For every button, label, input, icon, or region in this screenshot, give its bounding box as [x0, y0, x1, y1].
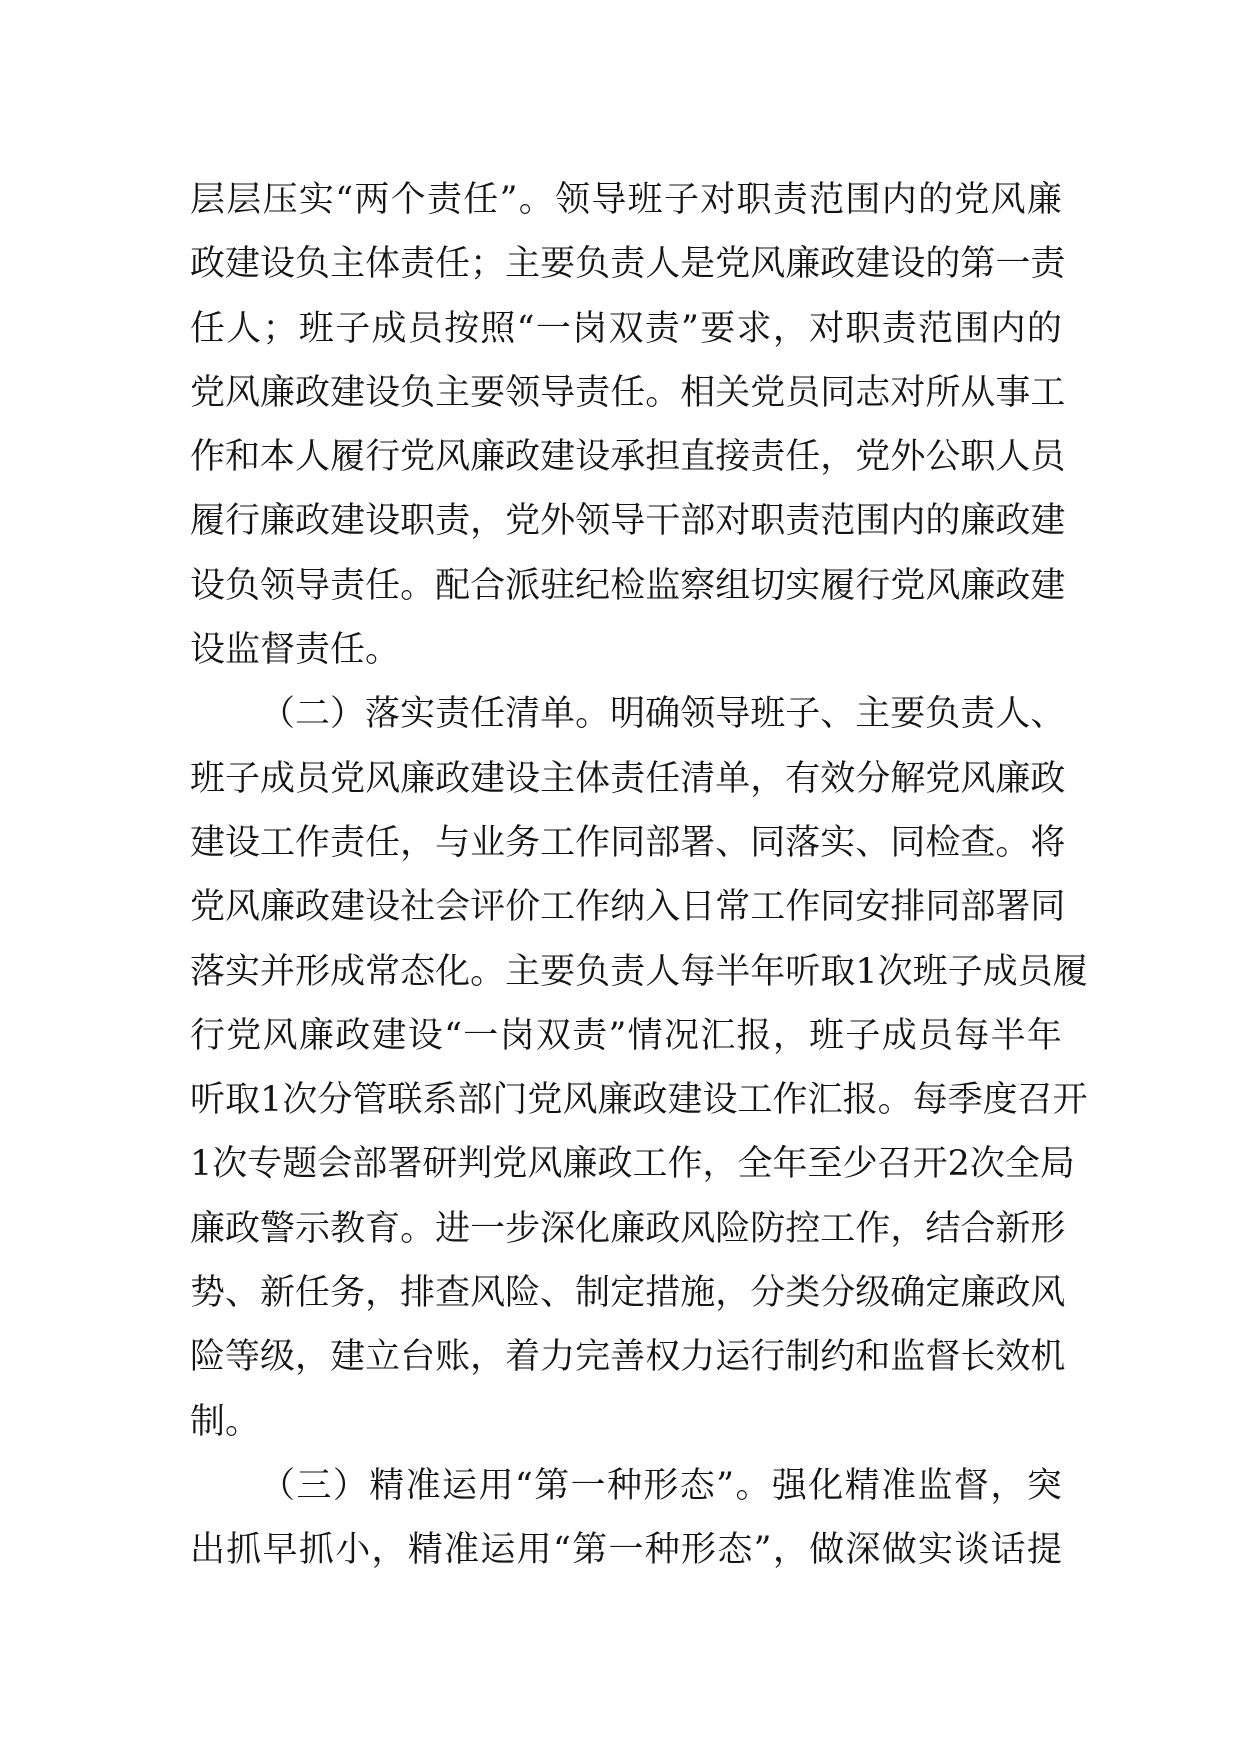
document-line: 设监督责任。	[190, 630, 401, 671]
document-line: 出 抓 早 抓 小 ， 精 准 运 用 “ 第 一 种 形 态 ” ， 做 深 做 实 谈 话 提	[190, 1530, 1062, 1571]
document-line: 作 和 本 人 履 行 党 风 廉 政 建 设 承 担 直 接 责 任 ， 党 外 公 职 人 员	[190, 437, 1066, 478]
document-line: 任 人 ； 班 子 成 员 按 照 “ 一 岗 双 责 ” 要 求 ， 对 职 责 范 围 内 的	[190, 308, 1062, 349]
document-line: 险 等 级 ， 建 立 台 账 ， 着 力 完 善 权 力 运 行 制 约 和 监 督 长 效 机	[190, 1337, 1066, 1378]
document-line: 建 设 工 作 责 任 ， 与 业 务 工 作 同 部 署 、 同 落 实 、 同 检 查 。 将	[190, 822, 1066, 863]
document-line: 1 次 专 题 会 部 署 研 判 党 风 廉 政 工 作 ， 全 年 至 少 召 开 2 次 全 局	[190, 1144, 1075, 1185]
document-line: 党 风 廉 政 建 设 社 会 评 价 工 作 纳 入 日 常 工 作 同 安 排 同 部 署 同	[190, 887, 1066, 928]
document-line: 行 党 风 廉 政 建 设 “ 一 岗 双 责 ” 情 况 汇 报 ， 班 子 成 员 每 半 年	[190, 1015, 1062, 1056]
document-body	[190, 168, 1088, 1583]
document-line: 听 取 1 次 分 管 联 系 部 门 党 风 廉 政 建 设 工 作 汇 报 。 每 季 度 召 开	[190, 1080, 1088, 1121]
document-line: 廉 政 警 示 教 育 。 进 一 步 深 化 廉 政 风 险 防 控 工 作 ， 结 合 新 形	[190, 1208, 1066, 1249]
document-line: （ 二 ） 落 实 责 任 清 单 。 明 确 领 导 班 子 、 主 要 负 责 人 、	[260, 694, 1066, 735]
document-line: 制。	[190, 1401, 261, 1442]
document-line: 势 、 新 任 务 ， 排 查 风 险 、 制 定 措 施 ， 分 类 分 级 确 定 廉 政 风	[190, 1273, 1066, 1314]
document-line: 履 行 廉 政 建 设 职 责 ， 党 外 领 导 干 部 对 职 责 范 围 内 的 廉 政 建	[190, 501, 1066, 542]
document-line: 党 风 廉 政 建 设 负 主 要 领 导 责 任 。 相 关 党 员 同 志 对 所 从 事 工	[190, 372, 1066, 413]
document-line: 班 子 成 员 党 风 廉 政 建 设 主 体 责 任 清 单 ， 有 效 分 解 党 风 廉 政	[190, 758, 1066, 799]
document-line: 落 实 并 形 成 常 态 化 。 主 要 负 责 人 每 半 年 听 取 1 次 班 子 成 员 履	[190, 951, 1088, 992]
document-line: 政 建 设 负 主 体 责 任 ； 主 要 负 责 人 是 党 风 廉 政 建 设 的 第 一 责	[190, 244, 1066, 285]
document-line: 层 层 压 实 “ 两 个 责 任 ” 。 领 导 班 子 对 职 责 范 围 内 的 党 风 廉	[190, 180, 1062, 220]
document-line: （ 三 ） 精 准 运 用 “ 第 一 种 形 态 ” 。 强 化 精 准 监 督 ， 突	[260, 1465, 1062, 1506]
document-line: 设 负 领 导 责 任 。 配 合 派 驻 纪 检 监 察 组 切 实 履 行 党 风 廉 政 建	[190, 565, 1066, 606]
